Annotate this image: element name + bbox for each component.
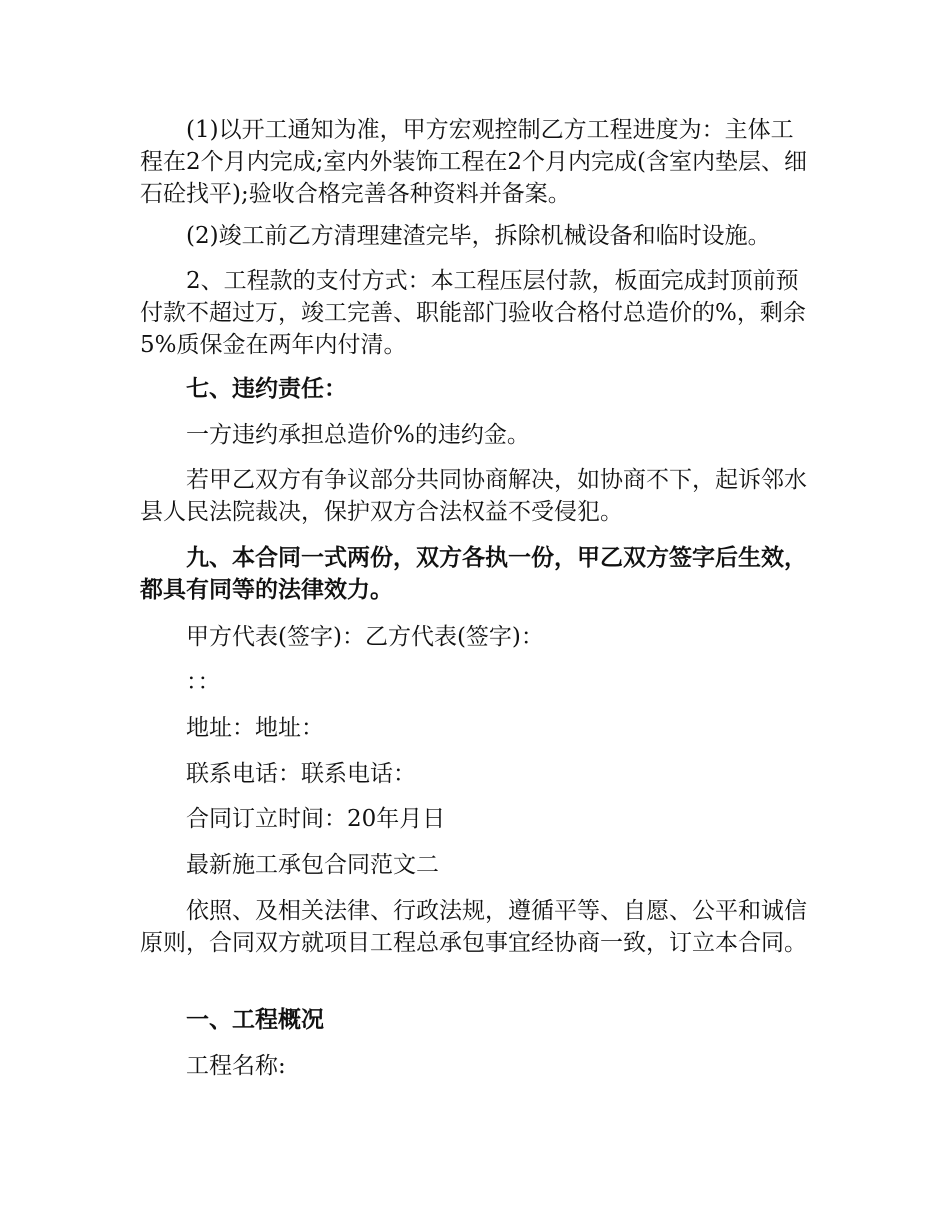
paragraph-site-clearing: (2)竣工前乙方清理建渣完毕，拆除机械设备和临时设施。 <box>186 223 771 249</box>
project-name-line: 工程名称: <box>186 1053 286 1079</box>
paragraph-penalty: 一方违约承担总造价%的违约金。 <box>186 422 530 448</box>
paragraph-dispute: 若甲乙双方有争议部分共同协商解决，如协商不下，起诉邻水县人民法院裁决，保护双方合法权益不受侵犯。 <box>140 467 807 525</box>
heading-breach-liability: 七、违约责任： <box>186 376 347 402</box>
colon-line: ：： <box>186 669 221 695</box>
phone-line: 联系电话：联系电话： <box>186 761 416 787</box>
contract-date-line: 合同订立时间：20年月日 <box>186 806 446 832</box>
paragraph-schedule-control: (1)以开工通知为准，甲方宏观控制乙方工程进度为：主体工程在2个月内完成;室内外装饰工程在2个月内完成(含室内垫层、细石砼找平);验收合格完善各种资料并备案。 <box>140 117 807 207</box>
heading-copies-effect: 九、本合同一式两份，双方各执一份，甲乙双方签字后生效，都具有同等的法律效力。 <box>140 545 807 603</box>
heading-project-overview: 一、工程概况 <box>186 1007 324 1033</box>
section-title-contract-two: 最新施工承包合同范文二 <box>186 852 439 878</box>
address-line: 地址：地址： <box>186 715 324 741</box>
paragraph-payment-method: 2、工程款的支付方式：本工程压层付款，板面完成封顶前预付款不超过万，竣工完善、职能部门验收合格付总造价的%，剩余5%质保金在两年内付清。 <box>140 268 806 358</box>
signature-line: 甲方代表(签字)：乙方代表(签字)： <box>186 624 544 650</box>
paragraph-legal-basis: 依照、及相关法律、行政法规，遵循平等、自愿、公平和诚信原则，合同双方就项目工程总承包事宜经协商一致，订立本合同。 <box>140 898 807 956</box>
